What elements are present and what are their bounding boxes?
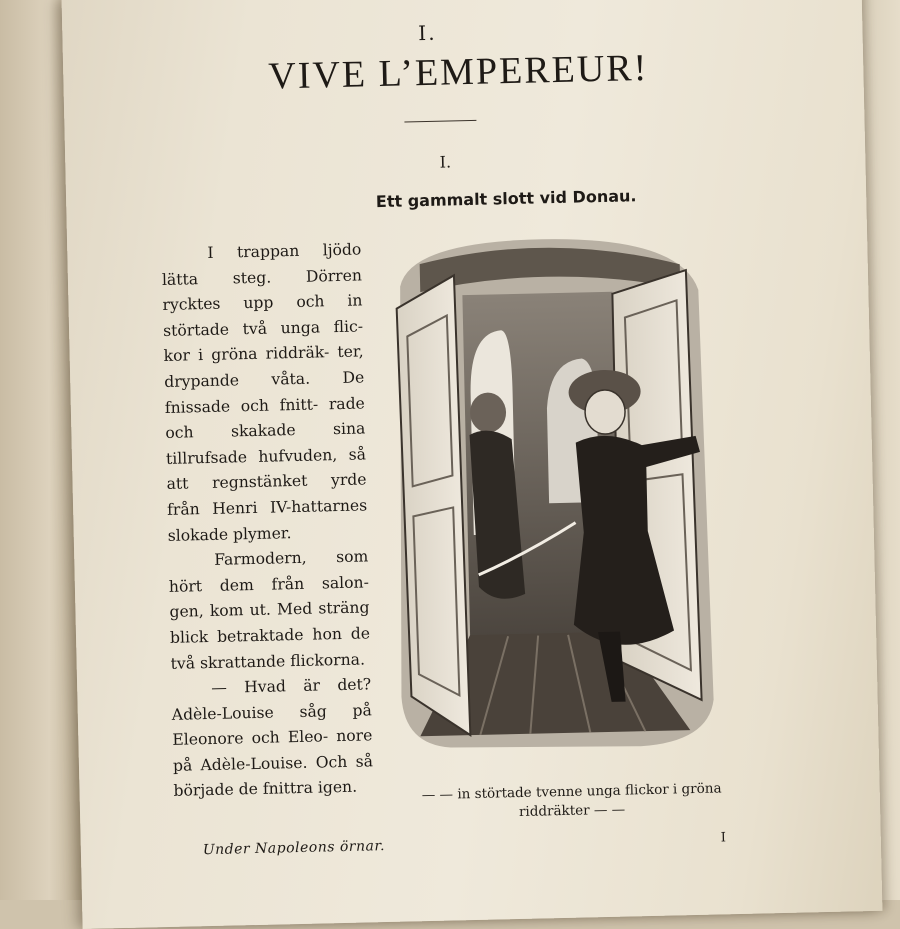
text-line: sträng blick betraktade [169, 598, 370, 647]
running-footer-title: Under Napoleons örnar. [202, 838, 386, 859]
text-line: nore på Adèle-Louise. [172, 726, 373, 775]
part-title: VIVE L’EMPEREUR! [267, 46, 649, 98]
paragraph-1 [161, 237, 368, 549]
body-text [161, 237, 374, 804]
caption-line: riddräkter — — [518, 801, 626, 821]
text-line: hört dem från salon- [168, 573, 370, 596]
text-line: gen, kom ut. Med [169, 599, 313, 622]
text-line: ter, drypande våta. [164, 342, 364, 391]
illustration-caption [372, 778, 773, 825]
chapter-title: Ett gammalt slott vid Donau. [375, 186, 637, 212]
text-line: så att regnstänket yrde [166, 445, 367, 494]
paragraph-3 [171, 672, 374, 804]
page-number: I [720, 830, 727, 846]
text-line: rycktes upp och in [162, 291, 363, 315]
text-line: på Eleonore och Eleo- [172, 701, 372, 750]
text-line: hon de två skrattande [170, 624, 371, 673]
text-line: — Hvad är det? [211, 675, 372, 698]
text-line: Adèle-Louise såg [171, 702, 327, 724]
text-line: flickorna. [290, 649, 366, 670]
text-line: Farmodern, som [214, 547, 369, 569]
text-line: kor i gröna riddräk- [163, 343, 330, 366]
caption-line: — — in störtade tvenne unga flickor i gröna [421, 780, 722, 804]
chapter-number: I. [439, 152, 452, 172]
paragraph-2 [168, 545, 371, 677]
text-line: fnittra igen. [262, 778, 358, 799]
part-number: I. [418, 20, 437, 46]
text-line: lätta steg. Dörren [161, 266, 363, 289]
girl-front-face [585, 390, 626, 435]
text-line: slokade plymer. [167, 523, 292, 545]
text-line: från Henri IV-hattarnes [166, 496, 368, 519]
engraving-illustration [379, 230, 721, 757]
text-line: De fnissade och fnitt- [164, 368, 365, 417]
text-line: rade och skakade sina [165, 393, 366, 443]
text-line: I trappan ljödo [207, 240, 362, 262]
text-line: tillrufsade hufvuden, [165, 445, 338, 468]
text-line: Och så började de [173, 752, 374, 801]
book-page [62, 0, 883, 929]
title-rule [404, 120, 476, 123]
text-line: störtade två unga flic- [162, 317, 364, 340]
